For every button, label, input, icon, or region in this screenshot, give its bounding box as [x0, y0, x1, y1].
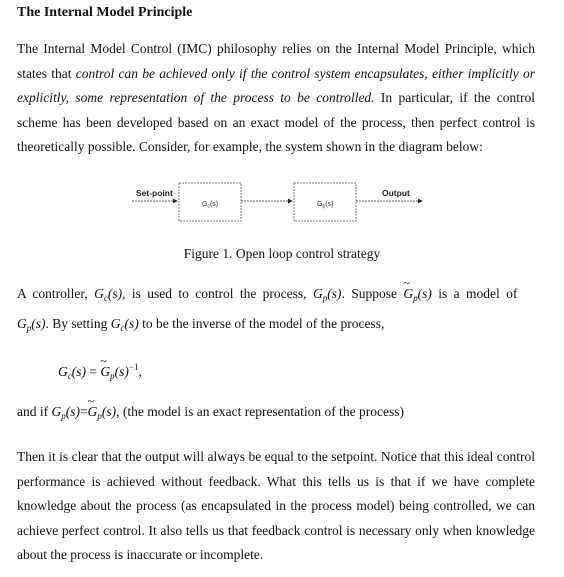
intro-principle-quote: control can be achieved only if the control system encapsulates, either implicitly or explicitly, some representation of the process to be controlled. [17, 65, 535, 105]
process-label: $G_p(s)$ [317, 201, 334, 210]
intro-paragraph [17, 37, 535, 160]
intro-text-end: In particular, if the control scheme has been developed based on an exact model of the process, then perfect control is theoretically possible. Consider, for example, the system shown in the diagram below: [17, 90, 535, 154]
section-title: The Internal Model Principle [17, 5, 193, 20]
controller-label: $G_c(s)$ [202, 201, 219, 210]
model-g-tilde: ~ G [403, 286, 413, 302]
inverse-equation: $G_c(s)$ = ~ $G_p(s)^{-1}$, [58, 362, 142, 381]
intro-text-start: The Internal Model Control (IMC) philosophy relies on the Internal Model Principle, which states that [17, 41, 535, 81]
conclusion-paragraph: Then it is clear that the output will always be equal to the setpoint. Notice that this ideal control performance is achieved without feedback. What this tells us is that if we have complete knowledge about the process (as encapsulated in the process model) being controlled, we can achieve perfect control. It also tells us that feedback control is necessary only when knowledge about the process is inaccurate or incomplete. [17, 449, 535, 562]
figure-caption: Figure 1. Open loop control strategy [183, 246, 381, 261]
exact-model-condition: and if $G_p(s)=\sim$ $G_p(s)$, (the model is an exact representation of the process) [17, 404, 404, 421]
controller-definition-line2: $G_p(s)$. By setting $G_c(s)$ to be the inverse of the model of the process, [17, 316, 385, 333]
controller-definition-line1: A controller, $G_c(s)$, is used to control the process, $G_p(s)$. Suppose ~ $G_p(s)$ is a model of [17, 286, 517, 303]
setpoint-label: Set-point [136, 188, 173, 198]
open-loop-diagram [130, 178, 430, 233]
output-label: Output [382, 188, 410, 198]
